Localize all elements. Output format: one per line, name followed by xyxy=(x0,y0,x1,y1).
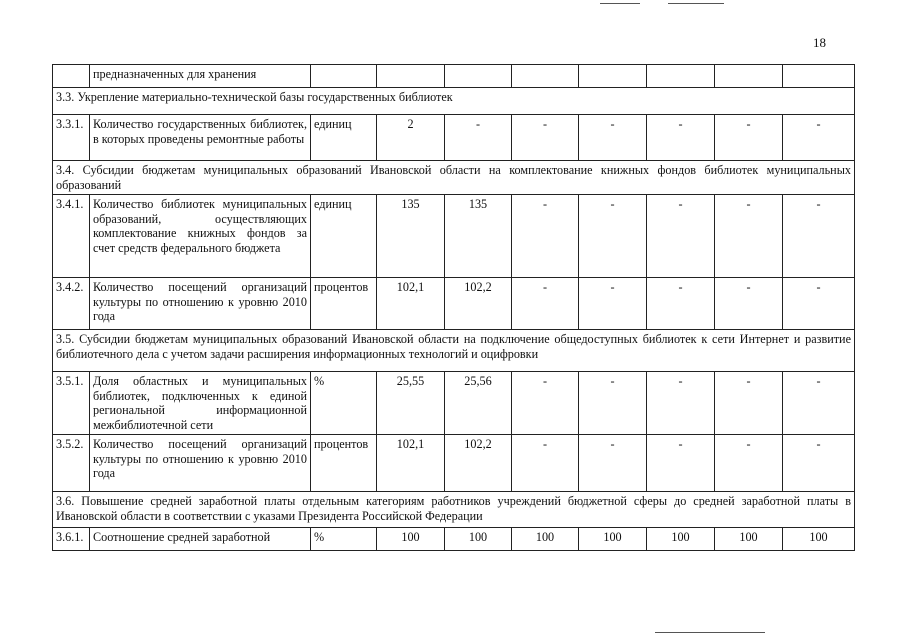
indicator-number: 3.5.2. xyxy=(53,435,90,492)
indicator-value-3: - xyxy=(512,372,579,435)
indicator-value-1: 135 xyxy=(377,195,445,278)
indicator-value-5: - xyxy=(647,372,715,435)
indicator-unit: единиц xyxy=(311,115,377,161)
section-title: 3.6. Повышение средней заработной платы отдельным категориям работников учреждений бюджетной сферы до средней заработной платы в Ивановской области в соответствии с указами Президента Российской Федерации xyxy=(53,492,855,528)
indicator-value-5: 100 xyxy=(647,528,715,551)
indicator-value-1 xyxy=(377,65,445,88)
indicator-value-2: - xyxy=(445,115,512,161)
indicator-unit xyxy=(311,65,377,88)
indicator-unit: % xyxy=(311,528,377,551)
indicator-value-1: 102,1 xyxy=(377,435,445,492)
indicator-value-3: - xyxy=(512,195,579,278)
indicator-value-2: 102,2 xyxy=(445,435,512,492)
indicator-unit: единиц xyxy=(311,195,377,278)
indicator-value-6: - xyxy=(715,372,783,435)
indicator-name: Количество государственных библиотек, в которых проведены ремонтные работы xyxy=(90,115,311,161)
indicator-value-3 xyxy=(512,65,579,88)
indicator-row xyxy=(53,65,855,88)
indicator-name: Количество библиотек муниципальных образований, осуществляющих комплектование книжных фондов за счет средств федерального бюджета xyxy=(90,195,311,278)
indicator-value-4: - xyxy=(579,195,647,278)
indicator-number: 3.6.1. xyxy=(53,528,90,551)
indicator-value-4: - xyxy=(579,372,647,435)
indicator-name: Количество посещений организаций культуры по отношению к уровню 2010 года xyxy=(90,435,311,492)
indicator-value-5: - xyxy=(647,195,715,278)
indicator-value-1: 2 xyxy=(377,115,445,161)
indicator-value-3: - xyxy=(512,115,579,161)
indicator-value-4 xyxy=(579,65,647,88)
indicator-value-7: 100 xyxy=(783,528,855,551)
indicator-number: 3.3.1. xyxy=(53,115,90,161)
indicator-row xyxy=(53,195,855,278)
indicator-value-5 xyxy=(647,65,715,88)
section-header-row xyxy=(53,492,855,528)
indicator-unit: % xyxy=(311,372,377,435)
indicator-row xyxy=(53,115,855,161)
indicator-value-6: - xyxy=(715,435,783,492)
indicator-number: 3.4.2. xyxy=(53,278,90,330)
indicator-value-7: - xyxy=(783,278,855,330)
indicators-table xyxy=(52,64,855,551)
indicator-value-6: 100 xyxy=(715,528,783,551)
indicator-name: Соотношение средней заработной xyxy=(90,528,311,551)
scan-mark-bottom xyxy=(655,632,765,633)
indicator-value-7 xyxy=(783,65,855,88)
indicator-value-2: 25,56 xyxy=(445,372,512,435)
indicator-value-2: 100 xyxy=(445,528,512,551)
indicator-value-2: 102,2 xyxy=(445,278,512,330)
indicator-value-6 xyxy=(715,65,783,88)
section-header-row xyxy=(53,88,855,115)
indicator-value-1: 100 xyxy=(377,528,445,551)
indicator-value-6: - xyxy=(715,195,783,278)
indicator-unit: процентов xyxy=(311,278,377,330)
section-header-row xyxy=(53,161,855,195)
indicator-value-3: - xyxy=(512,435,579,492)
indicator-value-2: 135 xyxy=(445,195,512,278)
indicator-row xyxy=(53,528,855,551)
indicator-row xyxy=(53,372,855,435)
scan-mark-top-right xyxy=(668,3,724,4)
indicator-value-4: - xyxy=(579,278,647,330)
indicator-row xyxy=(53,435,855,492)
indicator-value-1: 102,1 xyxy=(377,278,445,330)
indicator-name: предназначенных для хранения xyxy=(90,65,311,88)
indicator-value-7: - xyxy=(783,115,855,161)
indicator-number xyxy=(53,65,90,88)
indicator-value-2 xyxy=(445,65,512,88)
indicator-value-6: - xyxy=(715,115,783,161)
indicator-row xyxy=(53,278,855,330)
indicator-unit: процентов xyxy=(311,435,377,492)
indicator-value-7: - xyxy=(783,435,855,492)
indicator-value-6: - xyxy=(715,278,783,330)
indicator-value-3: 100 xyxy=(512,528,579,551)
section-header-row xyxy=(53,330,855,372)
indicator-number: 3.4.1. xyxy=(53,195,90,278)
indicator-name: Количество посещений организаций культуры по отношению к уровню 2010 года xyxy=(90,278,311,330)
section-title: 3.3. Укрепление материально-технической базы государственных библиотек xyxy=(53,88,855,115)
indicator-value-4: 100 xyxy=(579,528,647,551)
indicator-number: 3.5.1. xyxy=(53,372,90,435)
indicator-value-5: - xyxy=(647,115,715,161)
indicator-value-4: - xyxy=(579,115,647,161)
indicator-value-5: - xyxy=(647,435,715,492)
section-title: 3.5. Субсидии бюджетам муниципальных образований Ивановской области на подключение общедоступных библиотек к сети Интернет и развитие библиотечного дела с учетом задачи расширения информационных технологий и оцифровки xyxy=(53,330,855,372)
indicator-value-4: - xyxy=(579,435,647,492)
indicator-value-1: 25,55 xyxy=(377,372,445,435)
indicator-name: Доля областных и муниципальных библиотек, подключенных к единой региональной информационной межбиблиотечной сети xyxy=(90,372,311,435)
scan-mark-top-left xyxy=(600,3,640,4)
page-number: 18 xyxy=(813,35,826,50)
indicator-value-5: - xyxy=(647,278,715,330)
section-title: 3.4. Субсидии бюджетам муниципальных образований Ивановской области на комплектование книжных фондов библиотек муниципальных образований xyxy=(53,161,855,195)
indicator-value-3: - xyxy=(512,278,579,330)
indicator-value-7: - xyxy=(783,195,855,278)
indicator-value-7: - xyxy=(783,372,855,435)
